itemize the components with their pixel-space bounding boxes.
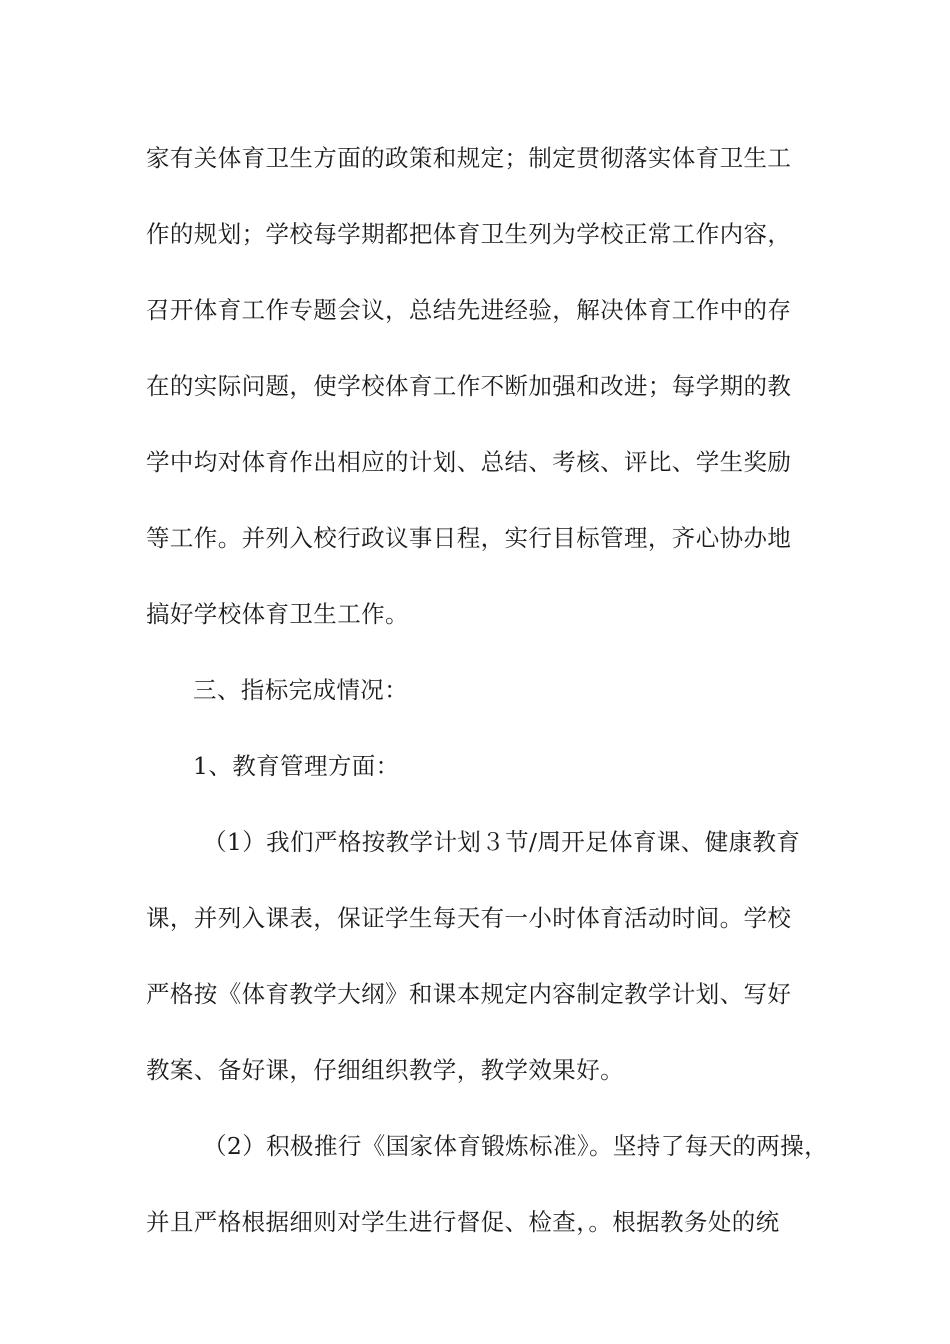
subsection-heading: 1、教育管理方面： — [193, 752, 400, 780]
paragraph-line: 并且严格根据细则对学生进行督促、检查，。根据教务处的统 — [146, 1208, 780, 1236]
paragraph-line: 作的规划；学校每学期都把体育卫生列为学校正常工作内容， — [146, 220, 792, 248]
paragraph-line: 学中均对体育作出相应的计划、总结、考核、评比、学生奖励 — [146, 448, 792, 476]
paragraph-line: 搞好学校体育卫生工作。 — [146, 600, 409, 628]
paragraph-line: （2）积极推行《国家体育锻炼标准》。坚持了每天的两操， — [203, 1132, 829, 1160]
paragraph-line: 等工作。并列入校行政议事日程，实行目标管理，齐心协办地 — [146, 524, 792, 552]
paragraph-line: 严格按《体育教学大纲》和课本规定内容制定教学计划、写好 — [146, 980, 792, 1008]
paragraph-line: 课，并列入课表，保证学生每天有一小时体育活动时间。学校 — [146, 904, 792, 932]
paragraph-line: 在的实际问题，使学校体育工作不断加强和改进；每学期的教 — [146, 372, 792, 400]
paragraph-line: 家有关体育卫生方面的政策和规定；制定贯彻落实体育卫生工 — [146, 144, 792, 172]
paragraph-line: （1）我们严格按教学计划３节/周开足体育课、健康教育 — [203, 828, 801, 856]
document-body — [146, 128, 829, 1268]
section-heading: 三、指标完成情况： — [193, 676, 409, 704]
paragraph-line: 教案、备好课，仔细组织教学，教学效果好。 — [146, 1056, 624, 1084]
paragraph-line: 召开体育工作专题会议，总结先进经验，解决体育工作中的存 — [146, 296, 792, 324]
